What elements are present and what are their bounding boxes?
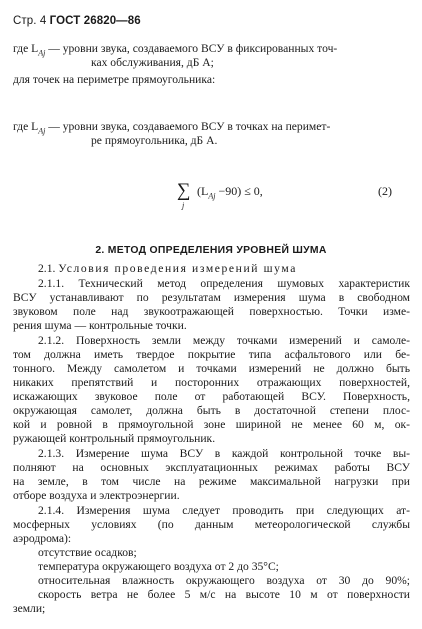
page-number: Стр. 4 bbox=[13, 15, 47, 27]
list-item: отсутствие осадков; bbox=[38, 546, 137, 559]
paragraph-line: кой и ровной в прямоугольной зоне шириной не менее 60 м, ок- bbox=[13, 418, 410, 431]
paragraph-line: том должна иметь твердое покрытие типа асфальтового или бе- bbox=[13, 348, 410, 361]
paragraph-line: ружающей контрольный прямоугольник. bbox=[13, 432, 216, 445]
paragraph-line: ВСУ устанавливают по результатам измерения шума в свободном bbox=[13, 291, 410, 304]
definition-continuation-2: ре прямоугольника, дБ А. bbox=[91, 134, 218, 147]
paragraph-line: никаких препятствий и посторонних отражающих поверхностей, bbox=[13, 376, 410, 389]
paragraph-line: 2.1.2. Поверхность земли между точками измерений и самоле- bbox=[38, 334, 410, 347]
paragraph-line: аэродрома): bbox=[13, 532, 72, 545]
list-item: скорость ветра не более 5 м/с на высоте 10 м от поверхности bbox=[38, 588, 410, 601]
paragraph-line: тонного. Между самолетом и точками измерений не должно быть bbox=[13, 362, 410, 375]
paragraph-line: полняют на основных эксплуатационных режимах работы ВСУ bbox=[13, 461, 410, 474]
definition-continuation: ках обслуживания, дБ А; bbox=[91, 56, 214, 69]
paragraph-line: окружающая самолет, должна быть в достаточной степени плос- bbox=[13, 404, 410, 417]
section-title: 2. МЕТОД ОПРЕДЕЛЕНИЯ УРОВНЕЙ ШУМА bbox=[95, 245, 327, 256]
definition-line-2: где $L_{Aj}$ — уровни звука, создаваемого ВСУ в точках на перимет- bbox=[13, 120, 331, 136]
page-header bbox=[13, 15, 141, 28]
formula-body: $(L_{Aj} -90) \le 0$, bbox=[197, 184, 263, 201]
paragraph-line: на земле, в том числе на режиме максимальной нагрузки при bbox=[13, 475, 410, 488]
paragraph-line: звуковом поле над звукоотражающей поверхностью. Точки изме- bbox=[13, 305, 410, 318]
sum-symbol: ∑ bbox=[177, 180, 191, 201]
paragraph-line: мосферных условиях (по данным метеорологической службы bbox=[13, 518, 410, 531]
standard-number: ГОСТ 26820—86 bbox=[49, 15, 141, 27]
subsection-heading-2-1: 2.1. Условия проведения измерений шума bbox=[38, 262, 297, 275]
sum-index: j bbox=[182, 201, 185, 210]
paragraph-line: 2.1.3. Измерение шума ВСУ в каждой контрольной точке вы- bbox=[38, 447, 410, 460]
definition-line: где $L_{Aj}$ — уровни звука, создаваемого ВСУ в фиксированных точ- bbox=[13, 42, 338, 58]
list-item-continuation: земли; bbox=[13, 602, 46, 615]
perimeter-intro: для точек на периметре прямоугольника: bbox=[13, 73, 216, 86]
formula-number: (2) bbox=[378, 184, 392, 198]
paragraph-line: искажающих звуковое поле от работающей ВСУ. Поверхность, bbox=[13, 390, 410, 403]
list-item: температура окружающего воздуха от 2 до 35°С; bbox=[38, 560, 279, 573]
paragraph-line: 2.1.1. Технический метод определения шумовых характеристик bbox=[38, 277, 410, 290]
paragraph-line: отборе воздуха и электроэнергии. bbox=[13, 489, 180, 502]
paragraph-line: 2.1.4. Измерения шума следует проводить при следующих ат- bbox=[38, 504, 410, 517]
list-item: относительная влажность окружающего воздуха от 30 до 90%; bbox=[38, 574, 410, 587]
paragraph-line: рения шума — контрольные точки. bbox=[13, 319, 187, 332]
